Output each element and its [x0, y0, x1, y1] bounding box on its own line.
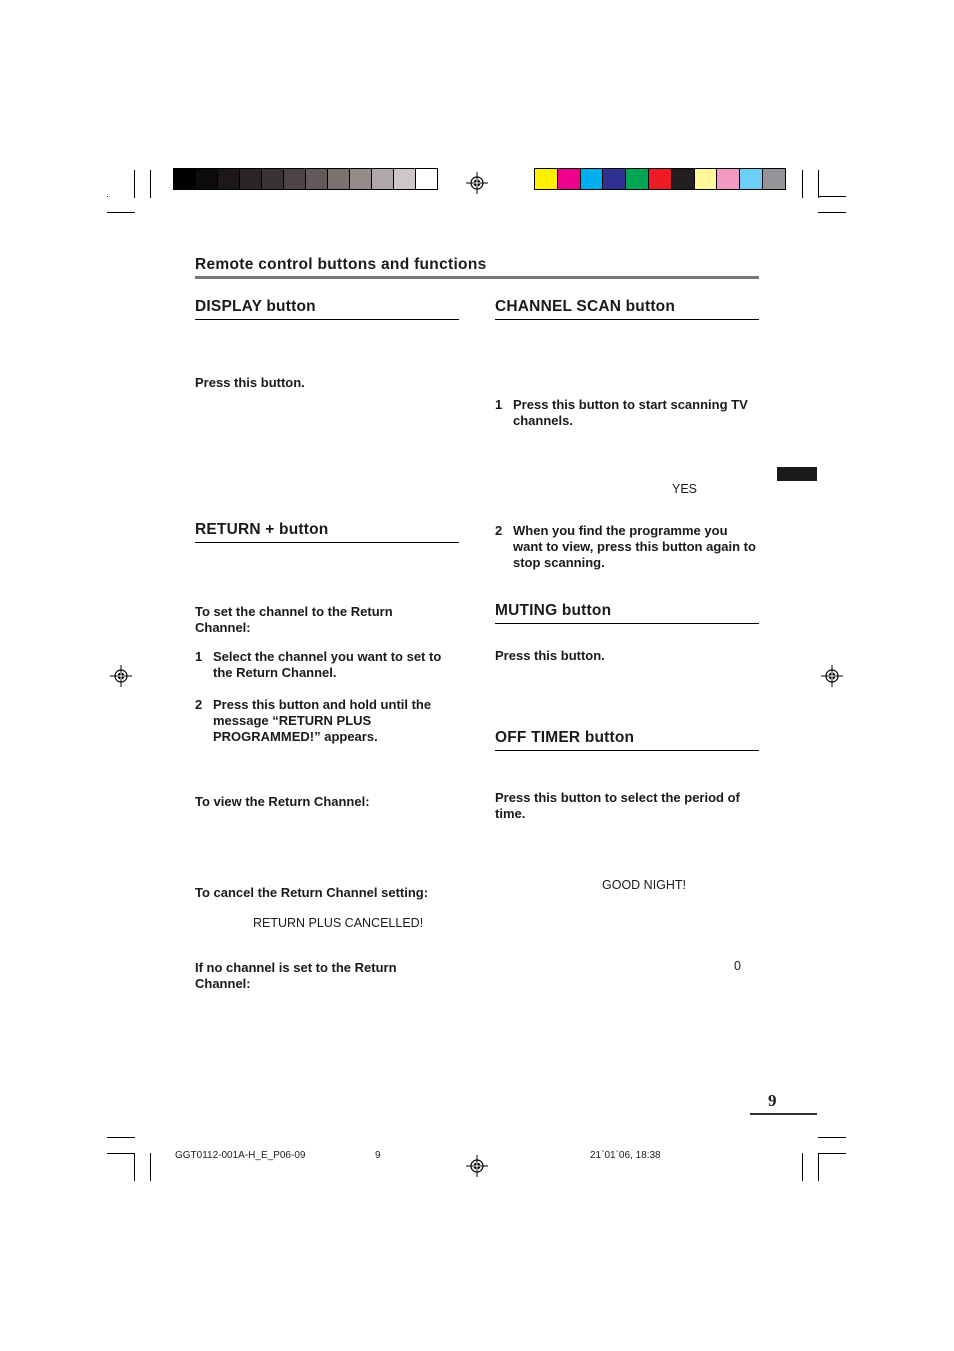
- step-text: Press this button to start scanning TV channels.: [513, 397, 748, 428]
- calibration-swatch: [305, 168, 328, 190]
- calibration-swatch: [217, 168, 240, 190]
- heading-rule: [195, 276, 759, 279]
- step-text: Select the channel you want to set to the Return Channel.: [213, 649, 442, 680]
- calibration-swatch: [739, 168, 763, 190]
- step-number: 1: [495, 397, 503, 412]
- calibration-swatch: [580, 168, 604, 190]
- display-button-title: DISPLAY button: [195, 298, 459, 320]
- return-plus-cancel-heading: To cancel the Return Channel setting:: [195, 885, 429, 900]
- calibration-swatch: [671, 168, 695, 190]
- footer-file-code: GGT0112-001A-H_E_P06-09: [175, 1150, 306, 1161]
- muting-button-title: MUTING button: [495, 602, 759, 624]
- off-timer-button-title: OFF TIMER button: [495, 729, 759, 751]
- calibration-swatch: [371, 168, 394, 190]
- channel-scan-step-2: [495, 523, 757, 571]
- page-heading: Remote control buttons and functions: [195, 256, 487, 273]
- page-number-rule: [750, 1113, 817, 1115]
- step-number: 2: [495, 523, 503, 538]
- step-text: Press this button and hold until the message “RETURN PLUS PROGRAMMED!” appears.: [213, 697, 432, 744]
- channel-scan-step-1: [495, 397, 757, 429]
- off-timer-zero-value: 0: [734, 959, 741, 973]
- calibration-swatch: [261, 168, 284, 190]
- channel-scan-yes-label: YES: [672, 482, 698, 496]
- calibration-swatch: [393, 168, 416, 190]
- calibration-swatch: [195, 168, 218, 190]
- return-plus-set-heading: To set the channel to the Return Channel:: [195, 604, 393, 635]
- registration-mark-bottom-icon: [466, 1155, 488, 1177]
- registration-mark-left-icon: [110, 665, 132, 687]
- calibration-swatch: [602, 168, 626, 190]
- registration-mark-right-icon: [821, 665, 843, 687]
- off-timer-instruction: Press this button to select the period of time.: [495, 790, 740, 821]
- muting-instruction: Press this button.: [495, 648, 605, 663]
- calibration-swatch: [173, 168, 196, 190]
- calibration-swatch: [534, 168, 558, 190]
- footer-timestamp: 21`01`06, 18:38: [590, 1150, 661, 1161]
- step-text: When you find the programme you want to view, press this button again to stop scanning.: [513, 523, 756, 570]
- footer-page-ref: 9: [375, 1150, 381, 1161]
- return-plus-none-heading: If no channel is set to the Return Channel:: [195, 960, 397, 991]
- calibration-swatch: [694, 168, 718, 190]
- calibration-swatch: [648, 168, 672, 190]
- calibration-swatch: [349, 168, 372, 190]
- calibration-swatch: [415, 168, 438, 190]
- return-plus-button-title: RETURN + button: [195, 521, 459, 543]
- step-number: 2: [195, 697, 203, 712]
- registration-mark-top-icon: [466, 172, 488, 194]
- calibration-swatch: [557, 168, 581, 190]
- off-timer-good-night: GOOD NIGHT!: [602, 878, 687, 892]
- page-number: 9: [768, 1091, 777, 1110]
- calibration-swatch: [283, 168, 306, 190]
- section-side-tab: [777, 467, 817, 481]
- return-plus-view-heading: To view the Return Channel:: [195, 794, 370, 809]
- calibration-swatch: [762, 168, 786, 190]
- return-plus-step-1: [195, 649, 457, 681]
- channel-scan-button-title: CHANNEL SCAN button: [495, 298, 759, 320]
- return-plus-cancel-message: RETURN PLUS CANCELLED!: [253, 916, 424, 930]
- calibration-swatch: [716, 168, 740, 190]
- return-plus-step-2: [195, 697, 457, 745]
- calibration-swatch: [239, 168, 262, 190]
- step-number: 1: [195, 649, 203, 664]
- display-instruction: Press this button.: [195, 375, 305, 390]
- calibration-swatch: [327, 168, 350, 190]
- calibration-swatch: [625, 168, 649, 190]
